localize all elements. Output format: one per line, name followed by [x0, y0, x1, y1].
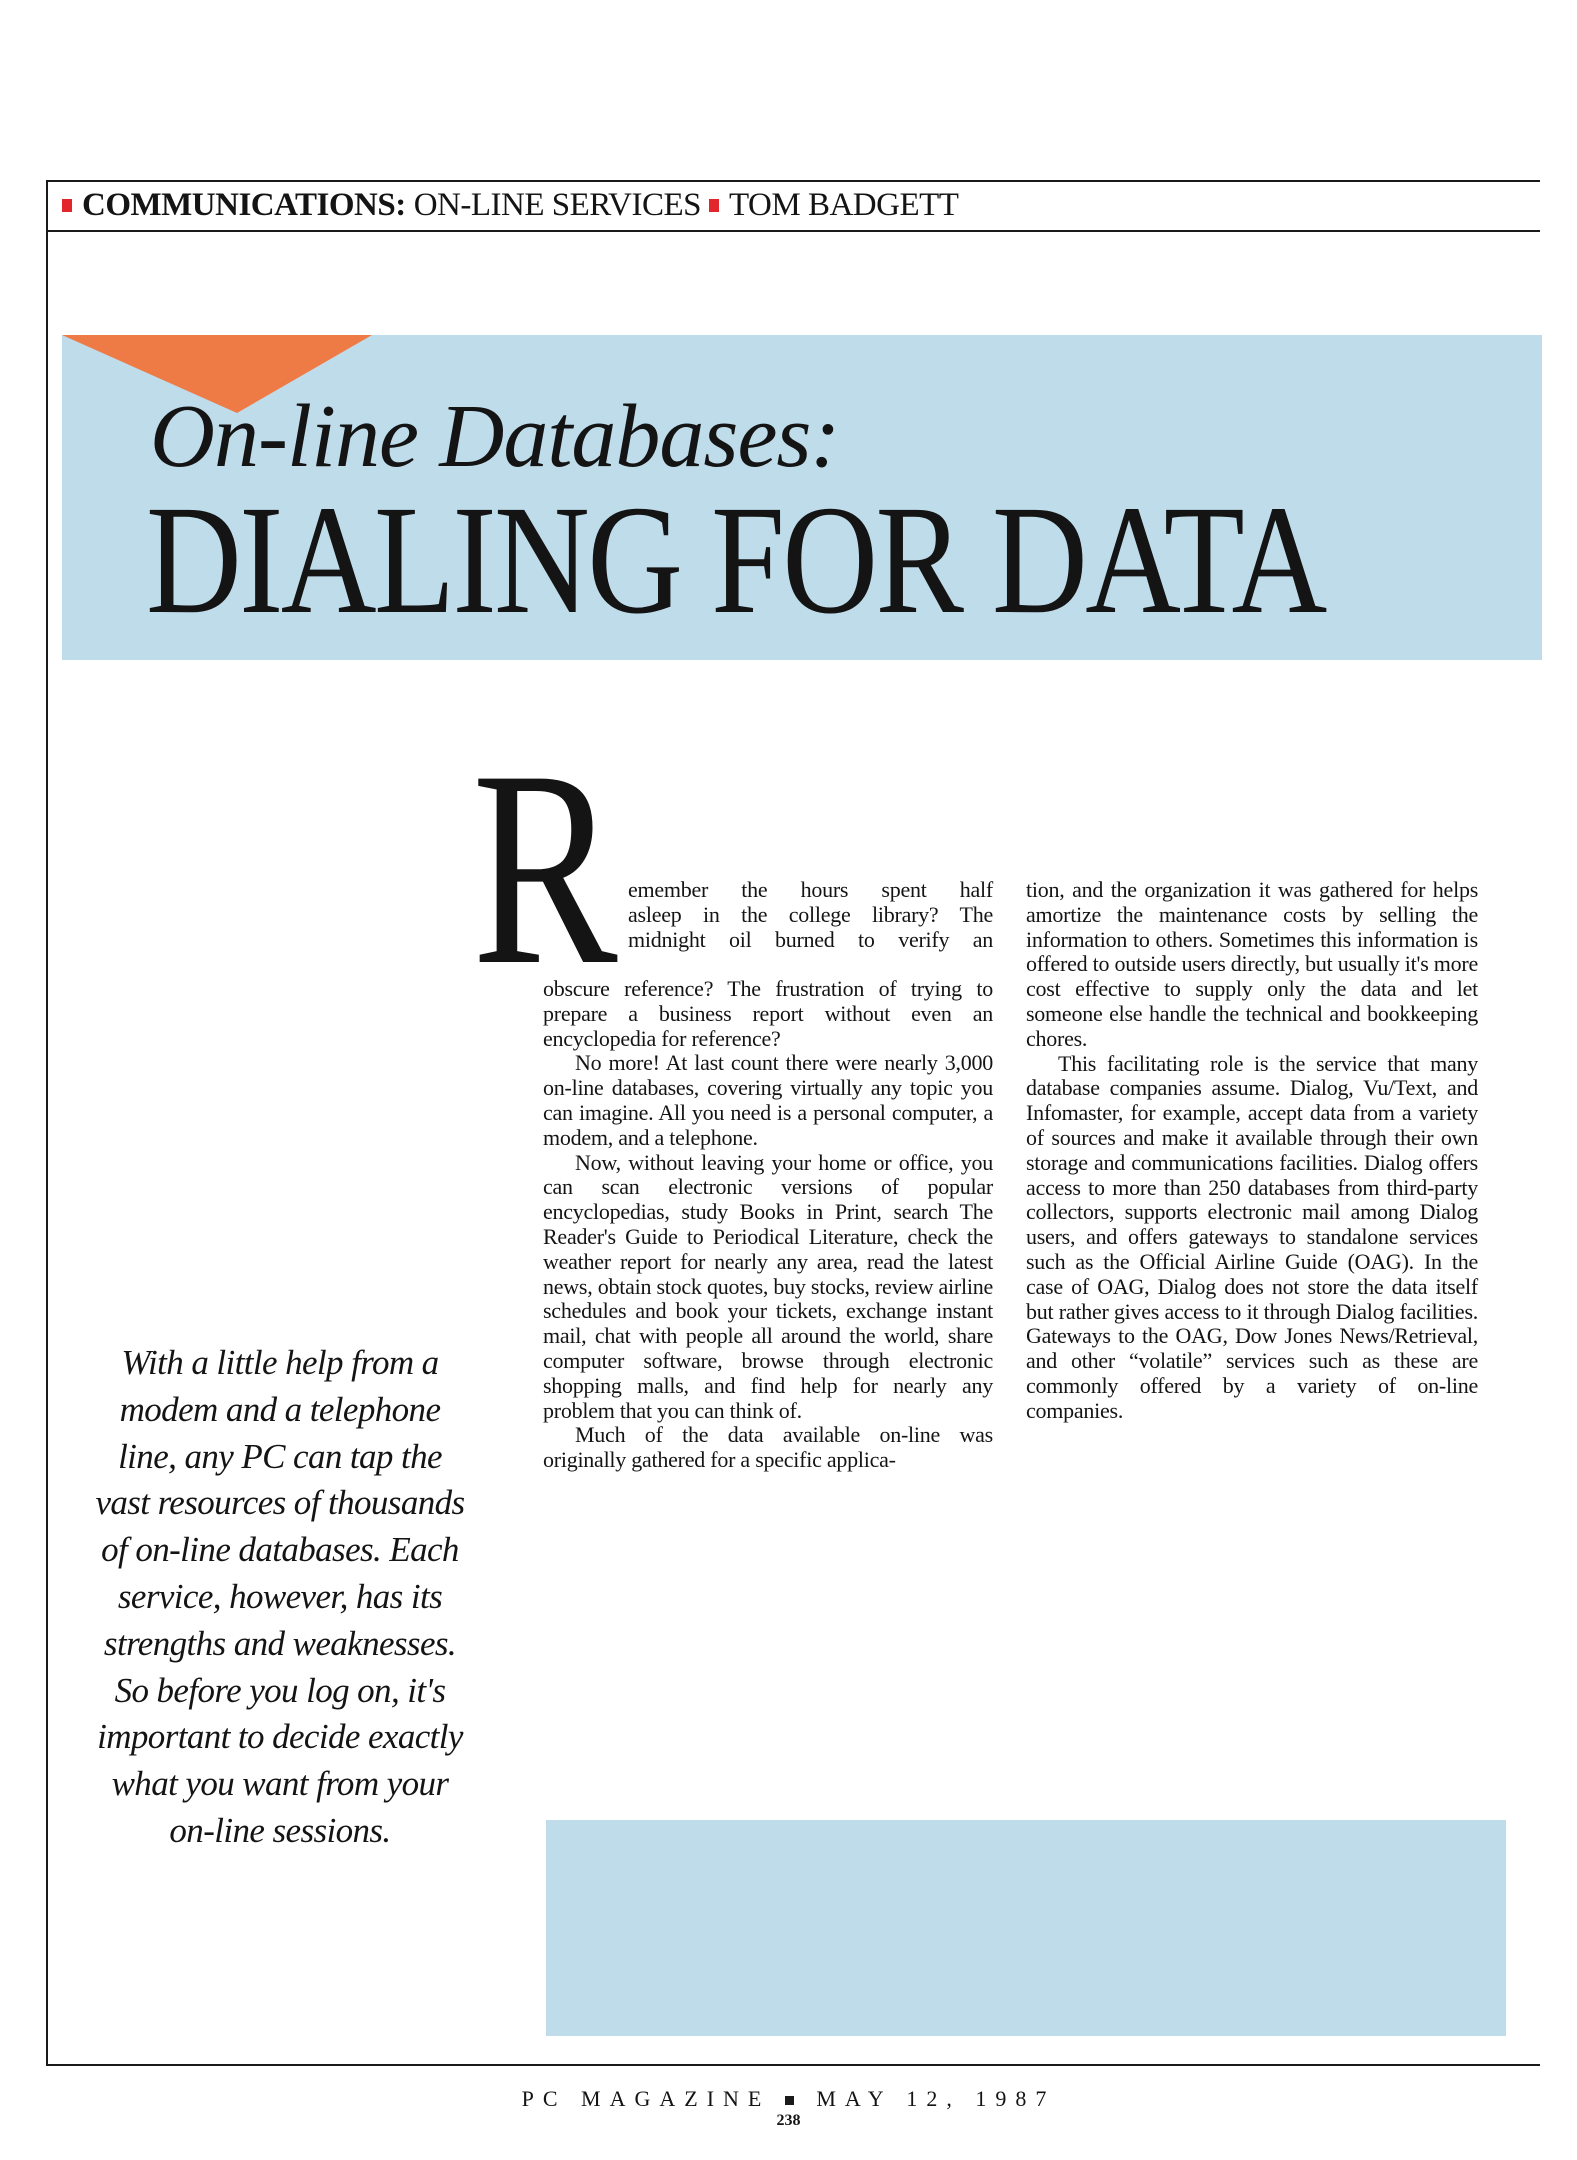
issue-date: MAY 12, 1987	[816, 2086, 1056, 2111]
section-label: COMMUNICATIONS:	[82, 186, 406, 223]
paragraph: This facilitating role is the service that many database companies assume. Dialog, Vu/Text, and Infomaster, for example, accept data from a variety of sources and make it available through their own storage and communications facilities. Dialog offers access to more than 250 databases from third-party collectors, supports electronic mail among Dialog users, and offers gateways to standalone services such as the Official Airline Guide (OAG). In the case of OAG, Dialog does not store the data itself but rather gives access to it through Dialog facilities. Gateways to the OAG, Dow Jones News/Retrieval, and other “volatile” services such as these are commonly offered by a variety of on-line companies.	[1026, 1050, 1478, 1423]
header-underline	[46, 230, 1540, 232]
pull-quote: With a little help from a modem and a telephone line, any PC can tap the vast resources of thousands of on-line databases. Each service, however, has its strengths and weaknesses. So before you log on, it's important to decide exactly what you want from your on-line sessions.	[95, 1343, 465, 1850]
left-rule	[46, 180, 48, 2066]
red-square-bullet	[62, 199, 72, 212]
text-line: emember the hours spent half	[628, 877, 993, 902]
footer-bullet	[785, 2096, 794, 2105]
paragraph: tion, and the organization it was gathered for helps amortize the maintenance costs by selling the information to others. Sometimes this information is offered to outside users directly, but usually it's more cost effective to supply only the data and let someone else handle the technical and bookkeeping chores.	[1026, 877, 1478, 1051]
red-square-bullet	[709, 199, 719, 212]
magazine-name: PC MAGAZINE	[521, 2086, 771, 2111]
bottom-rule	[46, 2064, 1540, 2066]
paragraph: No more! At last count there were nearly 3,000 on-line databases, covering virtually any topic you can imagine. All you need is a personal computer, a modem, and a telephone.	[543, 1050, 993, 1150]
page-number: 238	[776, 2112, 801, 2129]
drop-cap: R	[472, 712, 618, 1023]
author-name: TOM BADGETT	[728, 186, 959, 223]
top-rule	[46, 180, 1540, 182]
title-kicker: On-line Databases:	[150, 387, 840, 486]
text-line: asleep in the college library? The	[628, 901, 993, 927]
article-column-2	[1026, 878, 1478, 1424]
section-header	[62, 186, 958, 224]
paragraph: Now, without leaving your home or office, you can scan electronic versions of popular encyclopedias, study Books in Print, search The Reader's Guide to Periodical Literature, check the weather report for nearly any area, read the latest news, obtain stock quotes, buy stocks, review airline schedules and book your tickets, exchange instant mail, chat with people all around the world, share computer software, browse through electronic shopping malls, and find help for nearly any problem that you can think of.	[543, 1149, 993, 1423]
dropcap-lines	[628, 878, 993, 952]
blue-panel	[546, 1820, 1506, 2036]
page-title: DIALING FOR DATA	[146, 473, 1325, 646]
paragraph: obscure reference? The frustration of trying to prepare a business report without even an encyclopedia for reference?	[543, 976, 993, 1051]
text-line: midnight oil burned to verify an	[628, 926, 993, 952]
paragraph: Much of the data available on-line was originally gathered for a specific applica-	[543, 1422, 993, 1473]
article-column-1	[543, 977, 993, 1473]
subsection-label: ON-LINE SERVICES	[413, 186, 701, 223]
page-footer	[0, 2086, 1577, 2112]
